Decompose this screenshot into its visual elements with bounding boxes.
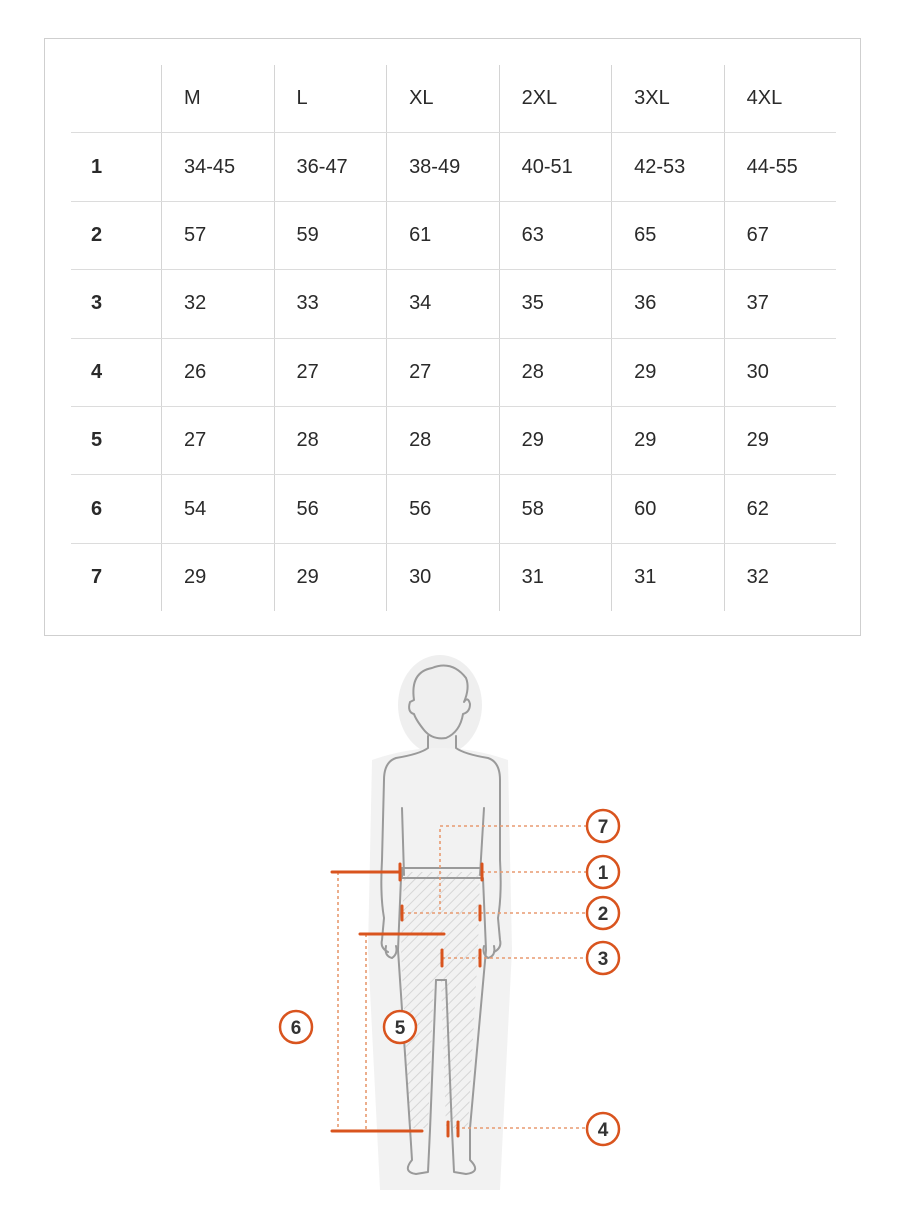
row-label: 5 <box>71 406 162 474</box>
marker-5 <box>384 1011 416 1043</box>
table-cell: 34-45 <box>162 133 275 201</box>
table-cell: 30 <box>724 338 836 406</box>
row-label: 1 <box>71 133 162 201</box>
table-cell: 40-51 <box>499 133 612 201</box>
table-cell: 57 <box>162 201 275 269</box>
table-cell: 29 <box>612 406 725 474</box>
table-cell: 33 <box>274 270 387 338</box>
size-chart-table <box>71 65 836 611</box>
table-cell: 60 <box>612 475 725 543</box>
table-cell: 44-55 <box>724 133 836 201</box>
measurement-figure <box>0 650 908 1200</box>
table-cell: 38-49 <box>387 133 500 201</box>
header-cell-size-m: M <box>162 65 275 133</box>
marker-1 <box>587 856 619 888</box>
marker-4 <box>587 1113 619 1145</box>
table-cell: 35 <box>499 270 612 338</box>
header-cell-corner <box>71 65 162 133</box>
table-cell: 62 <box>724 475 836 543</box>
table-cell: 61 <box>387 201 500 269</box>
marker-5-label: 5 <box>394 1018 406 1039</box>
marker-4-label: 4 <box>597 1120 609 1141</box>
table-cell: 63 <box>499 201 612 269</box>
table-header-row <box>71 65 836 133</box>
header-cell-size-4xl: 4XL <box>724 65 836 133</box>
table-cell: 32 <box>724 543 836 611</box>
table-cell: 31 <box>499 543 612 611</box>
row-label: 7 <box>91 565 103 588</box>
size-chart-table-container <box>44 38 861 636</box>
row-label: 4 <box>71 338 162 406</box>
header-cell-size-l: L <box>274 65 387 133</box>
table-cell: 56 <box>387 475 500 543</box>
marker-1-label: 1 <box>597 863 609 884</box>
marker-6 <box>280 1011 312 1043</box>
marker-7 <box>587 810 619 842</box>
marker-3 <box>587 942 619 974</box>
table-cell: 27 <box>274 338 387 406</box>
table-row <box>71 475 836 543</box>
measurement-diagram <box>0 650 908 1200</box>
header-cell-size-3xl: 3XL <box>612 65 725 133</box>
table-cell: 30 <box>387 543 500 611</box>
marker-7-label: 7 <box>597 817 609 838</box>
table-cell: 28 <box>274 406 387 474</box>
table-cell: 54 <box>162 475 275 543</box>
table-cell: 27 <box>387 338 500 406</box>
table-cell: 42-53 <box>612 133 725 201</box>
table-row <box>71 406 836 474</box>
table-cell: 29 <box>274 543 387 611</box>
marker-2-label: 2 <box>597 904 609 925</box>
table-cell: 29 <box>612 338 725 406</box>
table-row <box>71 338 836 406</box>
marker-6-label: 6 <box>290 1018 302 1039</box>
table-cell: 32 <box>162 270 275 338</box>
row-label: 2 <box>71 201 162 269</box>
table-row <box>71 543 836 611</box>
table-cell: 29 <box>724 406 836 474</box>
table-cell: 26 <box>162 338 275 406</box>
row-label: 6 <box>71 475 162 543</box>
table-cell: 28 <box>387 406 500 474</box>
table-cell: 31 <box>612 543 725 611</box>
table-cell: 58 <box>499 475 612 543</box>
table-row <box>71 133 836 201</box>
table-cell: 29 <box>499 406 612 474</box>
marker-3-label: 3 <box>597 949 609 970</box>
header-cell-size-xl: XL <box>387 65 500 133</box>
table-cell: 36-47 <box>274 133 387 201</box>
table-cell: 34 <box>387 270 500 338</box>
table-cell: 36 <box>612 270 725 338</box>
row-label: 3 <box>71 270 162 338</box>
table-cell: 27 <box>162 406 275 474</box>
table-cell: 28 <box>499 338 612 406</box>
marker-2 <box>587 897 619 929</box>
table-cell: 59 <box>274 201 387 269</box>
table-cell: 67 <box>724 201 836 269</box>
table-cell: 65 <box>612 201 725 269</box>
table-cell: 29 <box>162 543 275 611</box>
table-cell: 56 <box>274 475 387 543</box>
table-row <box>71 270 836 338</box>
header-cell-size-2xl: 2XL <box>499 65 612 133</box>
table-row <box>71 201 836 269</box>
table-cell: 37 <box>724 270 836 338</box>
